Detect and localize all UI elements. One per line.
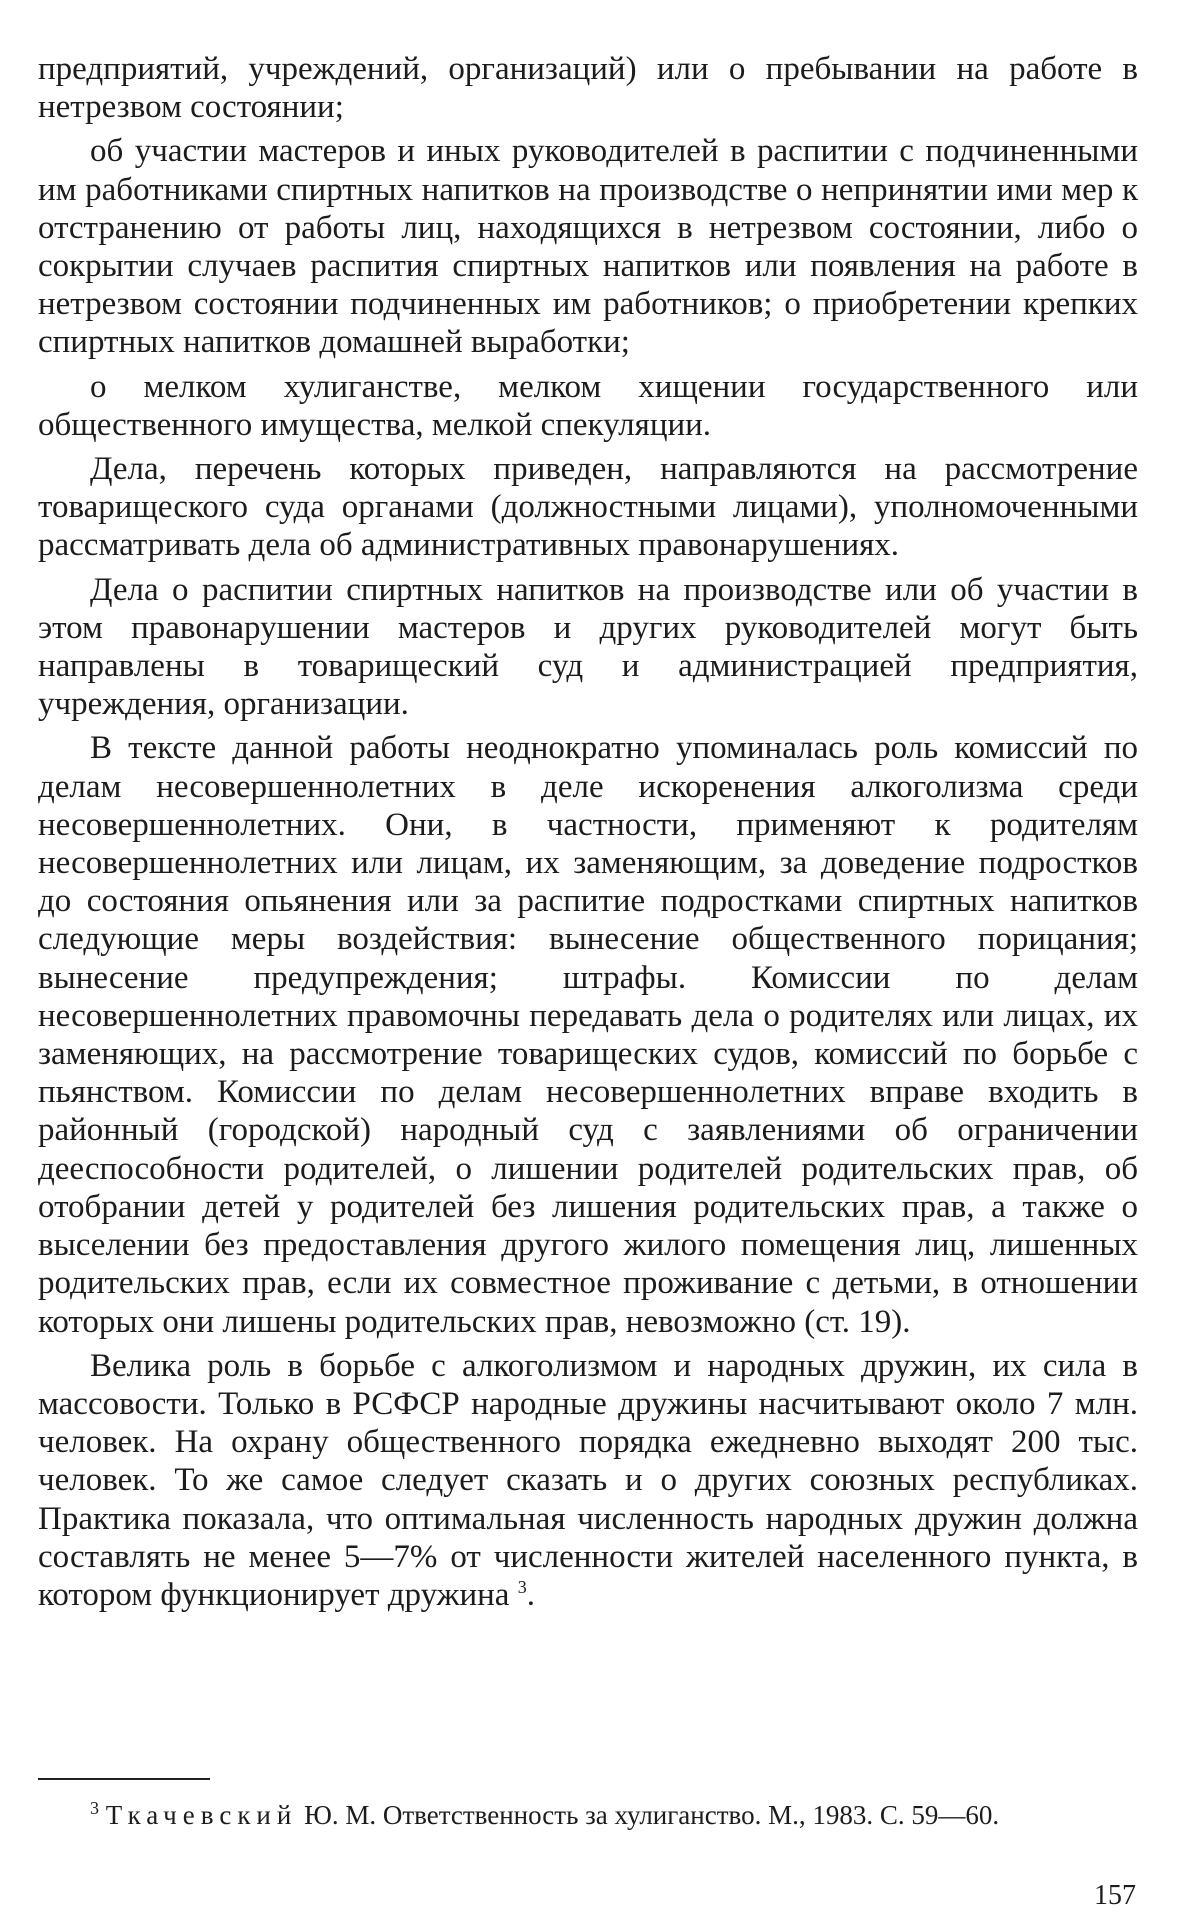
paragraph-1: предприятий, учреждений, организаций) или о пребывании на работе в нетрезвом состоянии; bbox=[38, 51, 1138, 126]
page-number: 157 bbox=[1094, 1880, 1136, 1911]
footnote bbox=[38, 1800, 1138, 1831]
footnote-mark: 3 bbox=[90, 1798, 99, 1818]
footnote-divider bbox=[38, 1778, 210, 1780]
footnote-text: Ю. М. Ответственность за хулиганство. М., 1983. С. 59—60. bbox=[297, 1800, 1000, 1830]
footnote-author: Ткачевский bbox=[105, 1800, 298, 1830]
footnote-reference: 3 bbox=[517, 1576, 527, 1597]
paragraph-4: Дела, перечень которых приведен, направляются на рассмотрение товарищеского суда органами (должностными лицами), уполномоченными рассматривать дела об административных правонарушениях. bbox=[38, 451, 1138, 564]
page-body bbox=[38, 50, 1138, 1620]
paragraph-7: Велика роль в борьбе с алкоголизмом и народных дружин, их сила в массовости. Только в РСФСР народные дружины насчитывают около 7 млн. человек. На охрану общественного порядка ежедневно выходят 200 тыс. человек. То же самое следует сказать и о других союзных республиках. Практика показала, что оптимальная численность народных дружин должна составлять не менее 5—7% от численности жителей населенного пункта, в котором функционирует дружина $^3$. bbox=[38, 1347, 1138, 1613]
paragraph-6: В тексте данной работы неоднократно упоминалась роль комиссий по делам несовершеннолетних в деле искоренения алкоголизма среди несовершеннолетних. Они, в частности, применяют к родителям несовершеннолетних или лицам, их заменяющим, за доведение подростков до состояния опьянения или за распитие подростками спиртных напитков следующие меры воздействия: вынесение общественного порицания; вынесение предупреждения; штрафы. Комиссии по делам несовершеннолетних правомочны передавать дела о родителях или лицах, их заменяющих, на рассмотрение товарищеских судов, комиссий по борьбе с пьянством. Комиссии по делам несовершеннолетних вправе входить в районный (городской) народный суд с заявлениями об ограничении дееспособности родителей, о лишении родителей родительских прав, об отобрании детей у родителей без лишения родительских прав, а также о выселении без предоставления другого жилого помещения лиц, лишенных родительских прав, если их совместное проживание с детьми, в отношении которых они лишены родительских прав, невозможно (ст. 19). bbox=[38, 730, 1138, 1340]
paragraph-2: об участии мастеров и иных руководителей в распитии с подчиненными им работниками спиртных напитков на производстве о непринятии ими мер к отстранению от работы лиц, находящихся в нетрезвом состоянии, либо о сокрытии случаев распития спиртных напитков или появления на работе в нетрезвом состоянии подчиненных им работников; о приобретении крепких спиртных напитков домашней выработки; bbox=[38, 133, 1138, 361]
paragraph-5: Дела о распитии спиртных напитков на производстве или об участии в этом правонарушении мастеров и других руководителей могут быть направлены в товарищеский суд и администрацией предприятия, учреждения, организации. bbox=[38, 571, 1138, 723]
paragraph-3: о мелком хулиганстве, мелком хищении государственного или общественного имущества, мелкой спекуляции. bbox=[38, 368, 1138, 443]
paragraph-7-text: Велика роль в борьбе с алкоголизмом и народных дружин, их сила в массовости. Только в РСФСР народные дружины насчитывают около 7 млн. человек. На охрану общественного порядка ежедневно выходят 200 тыс. человек. То же самое следует сказать и о других союзных республиках. Практика показала, что оптимальная численность народных дружин должна составлять не менее 5—7% от численности жителей населенного пункта, в котором функционирует дружина bbox=[38, 1347, 1138, 1613]
